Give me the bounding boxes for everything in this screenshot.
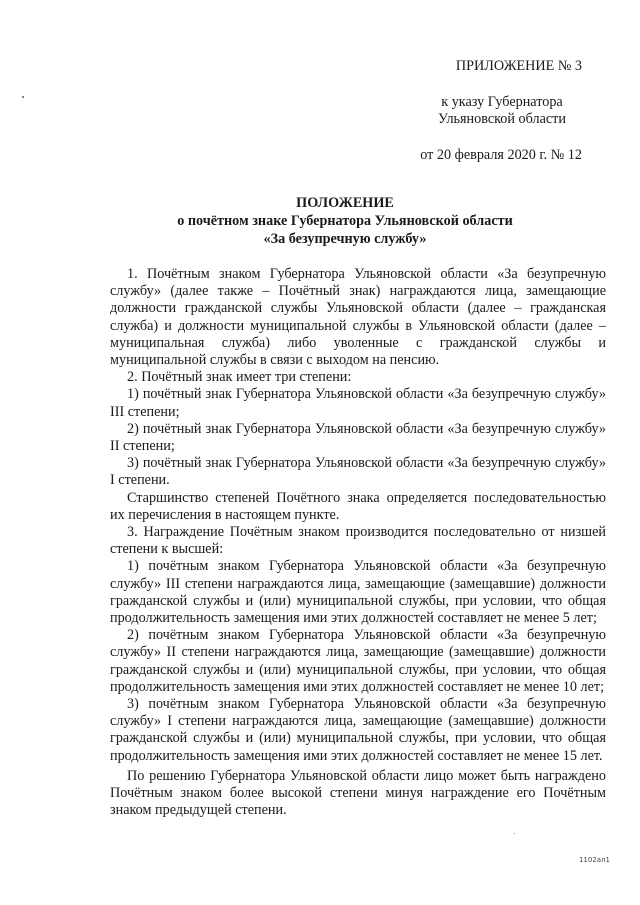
document-body (110, 266, 606, 820)
paragraph-3-item-3: 3) почётным знаком Губернатора Ульяновской области «За безупречную службу» I степени награждаются лица, замещающие (замещавшие) должности гражданской службы и (или) муниципальной службы, при условии, что общая продолжительность замещения ими этих должностей составляет не менее 15 лет. (110, 696, 606, 764)
paragraph-seniority: Старшинство степеней Почётного знака определяется последовательностью их перечисления в настоящем пункте. (110, 489, 606, 523)
title-line-3: «За безупречную службу» (263, 231, 427, 247)
decree-date: от 20 февраля 2020 г. № 12 (420, 146, 582, 163)
paragraph-2-item-2: 2) почётный знак Губернатора Ульяновской области «За безупречную службу» II степени; (110, 420, 606, 455)
paragraph-3-item-2: 2) почётным знаком Губернатора Ульяновской области «За безупречную службу» II степени награждаются лица, замещающие (замещавшие) должности гражданской службы и (или) муниципальной службы, при условии, что общая продолжительность замещения ими этих должностей составляет не менее 10 лет; (110, 627, 606, 695)
title-line-2: о почётном знаке Губернатора Ульяновской области (177, 213, 513, 229)
decree-line-1: к указу Губернатора (441, 93, 563, 110)
appendix-header (352, 58, 582, 164)
document-code: 1102ал1 (578, 856, 610, 864)
paragraph-2: 2. Почётный знак имеет три степени: (127, 369, 352, 386)
paragraph-governor-decision: По решению Губернатора Ульяновской области лицо может быть награждено Почётным знаком более высокой степени минуя награждение его Почётным знаком предыдущей степени. (110, 767, 606, 819)
decree-line-2: Ульяновской области (438, 111, 566, 127)
paragraph-1: 1. Почётным знаком Губернатора Ульяновской области «За безупречную службу» (далее также – Почётный знак) награждаются лица, замещающие должности гражданской службы Ульяновской области (далее – гражданская служба) и должности муниципальной службы в Ульяновской области (далее – муниципальная служба) либо уволенные с гражданской службы и муниципальной службы в связи с выходом на пенсию. (110, 266, 606, 369)
scan-speck (22, 96, 24, 98)
scan-speck (514, 833, 515, 834)
document-title (100, 194, 590, 248)
paragraph-2-item-3: 3) почётный знак Губернатора Ульяновской области «За безупречную службу» I степени. (110, 455, 606, 489)
paragraph-3: 3. Награждение Почётным знаком производится последовательно от низшей степени к высшей: (110, 524, 606, 558)
paragraph-3-item-1: 1) почётным знаком Губернатора Ульяновской области «За безупречную службу» III степени награждаются лица, замещающие (замещавшие) должности гражданской службы и (или) муниципальной службы, при условии, что общая продолжительность замещения ими этих должностей составляет не менее 5 лет; (110, 558, 606, 627)
title-line-1: ПОЛОЖЕНИЕ (296, 195, 394, 211)
appendix-number: ПРИЛОЖЕНИЕ № 3 (455, 58, 582, 74)
paragraph-2-item-1: 1) почётный знак Губернатора Ульяновской области «За безупречную службу» III степени; (110, 386, 606, 420)
